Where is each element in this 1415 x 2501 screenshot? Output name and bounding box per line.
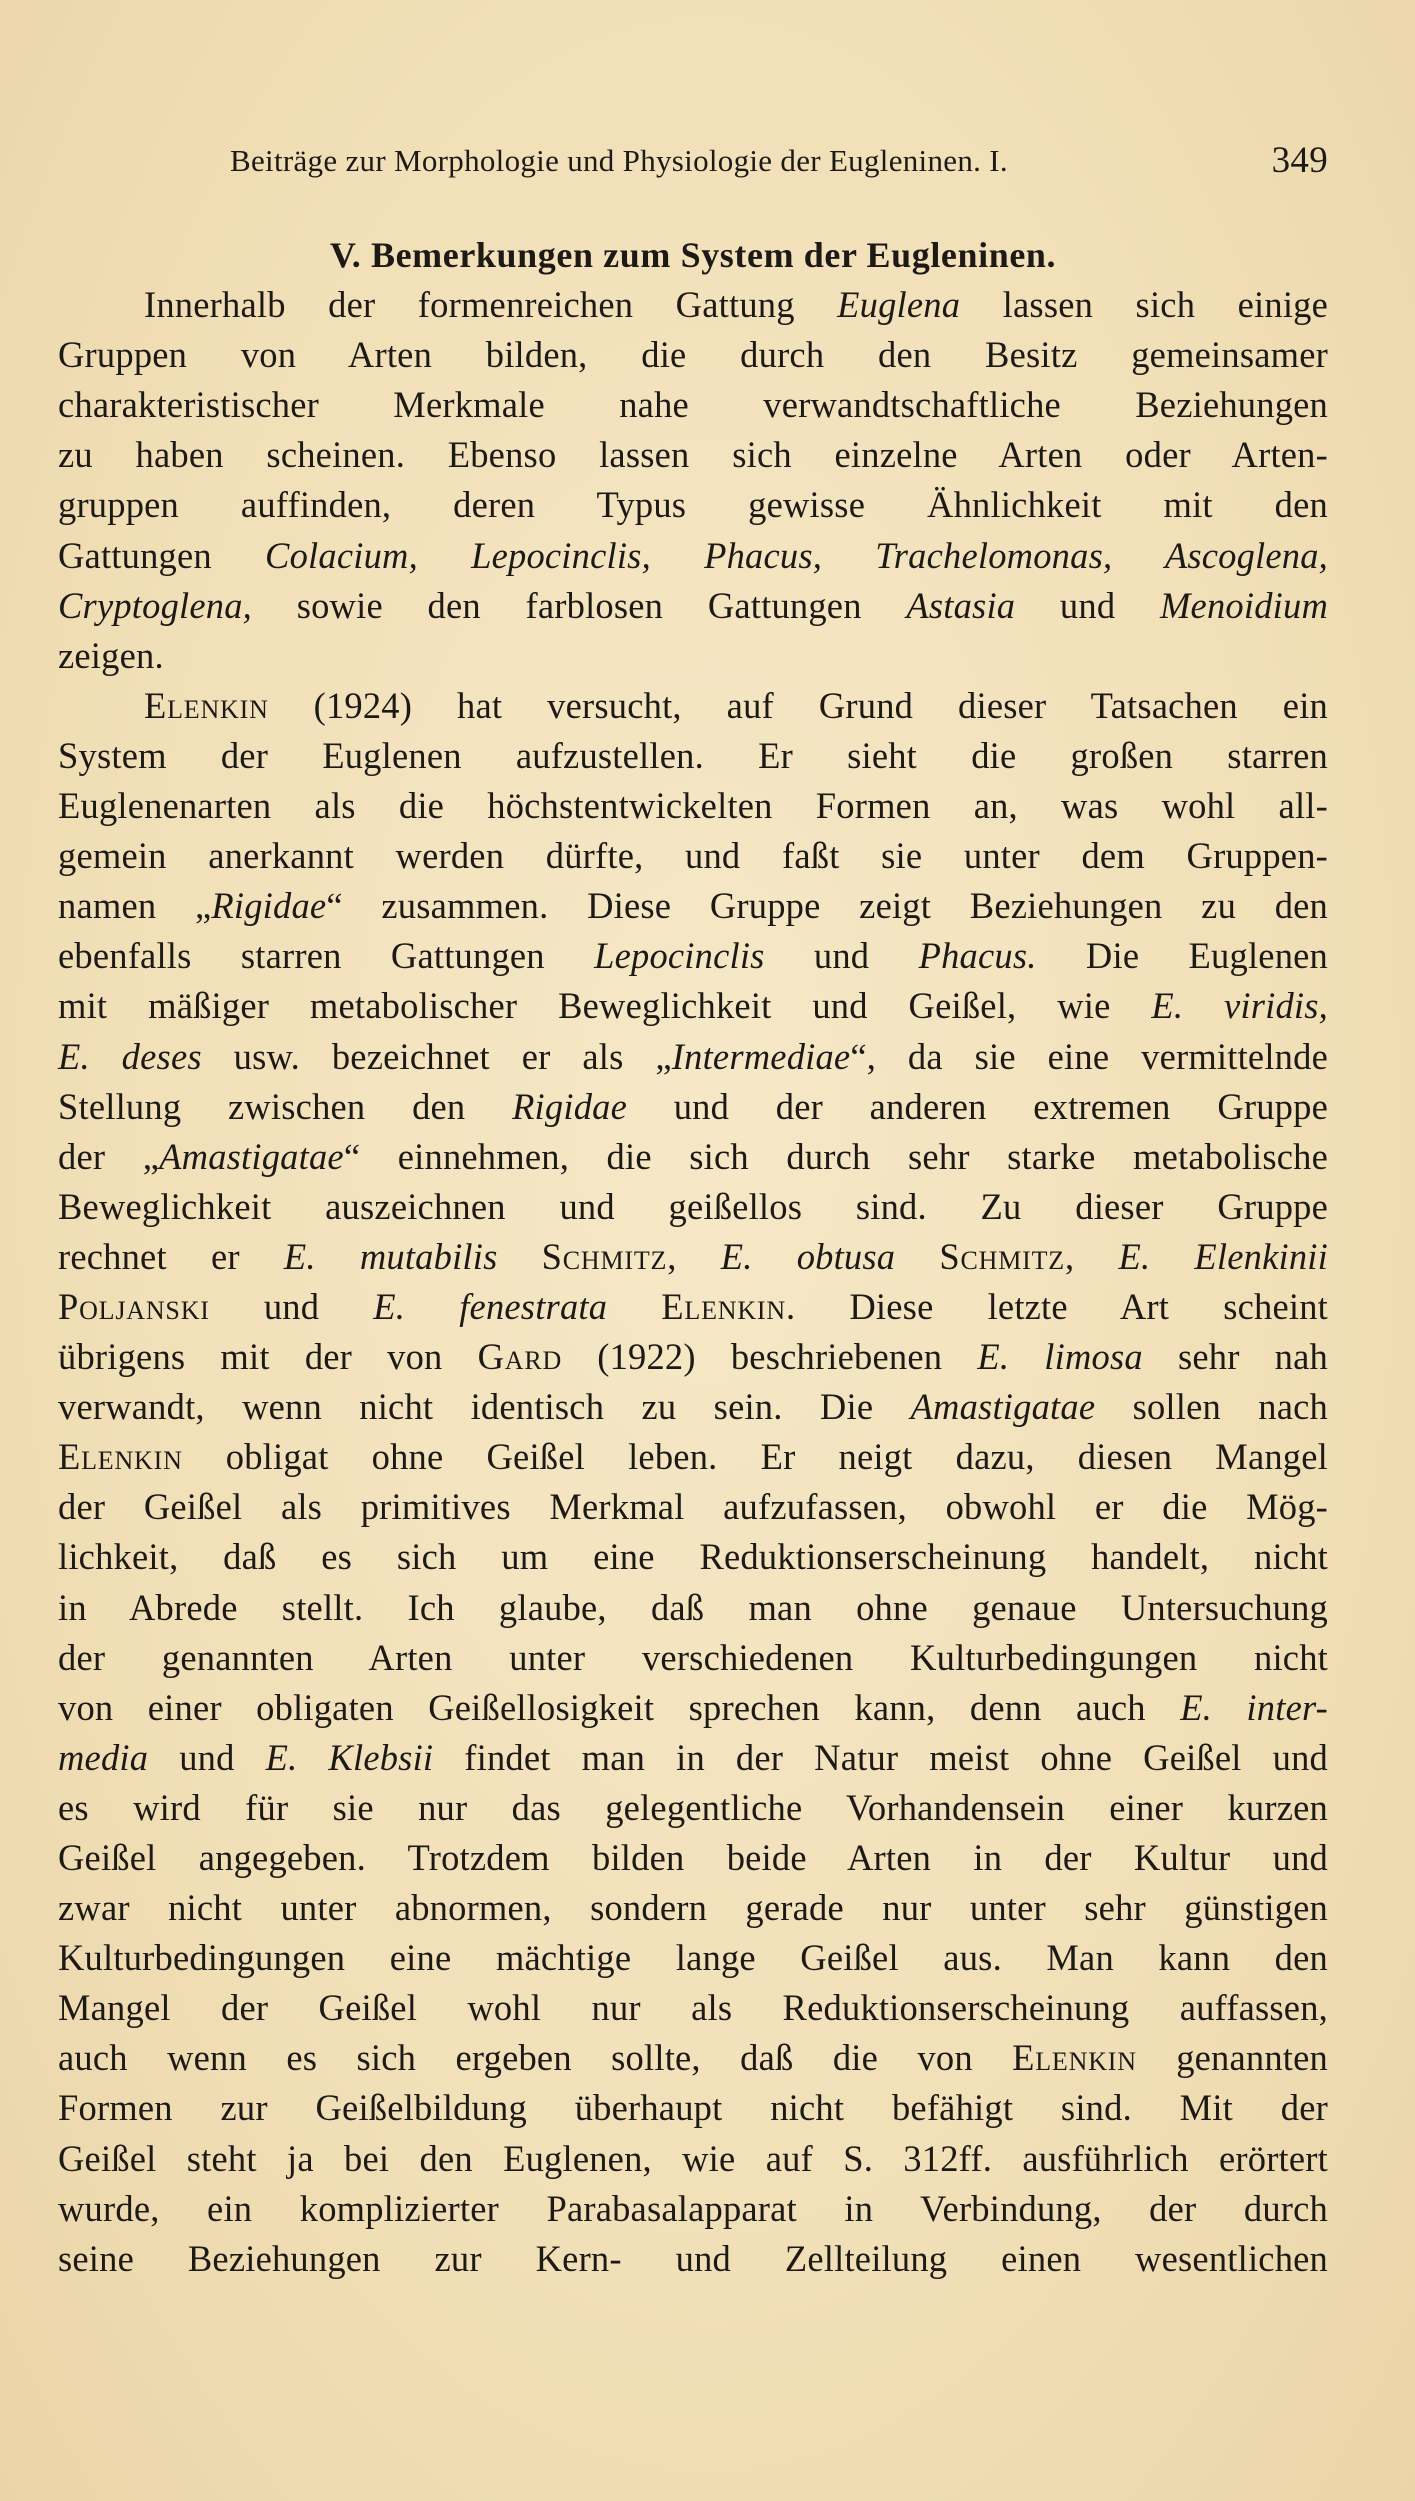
text-line [58, 1432, 1328, 1482]
text-segment: ebenfalls starren Gattungen [58, 935, 595, 977]
text-segment: System der Euglenen aufzustellen. Er sieht die großen starren [58, 734, 1328, 776]
text-line [58, 2184, 1328, 2234]
text-line [58, 531, 1328, 581]
italic-text: media [58, 1736, 149, 1778]
italic-text: Phacus. [918, 935, 1037, 977]
running-head [230, 140, 1328, 187]
text-line [58, 1783, 1328, 1833]
text-segment: und [209, 1285, 374, 1327]
italic-text: Menoidium [1159, 584, 1328, 626]
text-segment: in Abrede stellt. Ich glaube, daß man ohne genaue Untersuchung [58, 1586, 1328, 1628]
text-segment: lassen sich einige [960, 284, 1329, 326]
text-segment: übrigens mit der von [58, 1336, 478, 1378]
text-segment: Geißel steht ja bei den Euglenen, wie auf S. 312ff. ausführlich erörtert [58, 2137, 1328, 2179]
italic-text: E. obtusa [720, 1235, 896, 1277]
text-line [58, 1182, 1328, 1232]
text-line [58, 1983, 1328, 2033]
italic-text: Rigidae [512, 1085, 627, 1127]
text-segment: Gattungen [58, 534, 266, 576]
text-segment: Stellung zwischen den [58, 1085, 513, 1127]
text-segment: mit mäßiger metabolischer Beweglichkeit und Geißel, wie [58, 985, 1152, 1027]
page-number: 349 [1271, 140, 1328, 181]
text-segment: . Diese letzte Art scheint [785, 1285, 1329, 1327]
text-line [58, 781, 1328, 831]
text-segment: lichkeit, daß es sich um eine Reduktionserscheinung handelt, nicht [58, 1536, 1328, 1578]
italic-text: E. Elenkinii [1118, 1235, 1328, 1277]
text-segment: , [1064, 1235, 1119, 1277]
text-line [58, 1633, 1328, 1683]
text-segment: “ einnehmen, die sich durch sehr starke metabolische [343, 1135, 1328, 1177]
italic-text: E. viridis, [1151, 985, 1328, 1027]
author-name: Elenkin [1012, 2037, 1137, 2079]
text-segment: gemein anerkannt werden dürfte, und faßt sie unter dem Gruppen- [58, 835, 1328, 877]
italic-text: Astasia [906, 584, 1016, 626]
italic-text: E. limosa [977, 1336, 1143, 1378]
text-line [58, 831, 1328, 881]
text-line [58, 1082, 1328, 1132]
italic-text: Amastigatae [910, 1386, 1096, 1428]
text-line [58, 1382, 1328, 1432]
text-segment: auch wenn es sich ergeben sollte, daß die von [58, 2037, 1013, 2079]
text-segment: Geißel angegeben. Trotzdem bilden beide Arten in der Kultur und [58, 1837, 1328, 1878]
text-segment: wurde, ein komplizierter Parabasalapparat in Verbindung, der durch [58, 2187, 1328, 2229]
italic-text: Cryptoglena, [58, 584, 253, 626]
text-segment: verwandt, wenn nicht identisch zu sein. Die [58, 1386, 911, 1428]
text-segment: , [667, 1235, 721, 1277]
text-segment: der genannten Arten unter verschiedenen Kulturbedingungen nicht [58, 1636, 1328, 1678]
text-line [58, 430, 1328, 480]
italic-text: E. mutabilis [283, 1235, 498, 1277]
text-segment: und [148, 1736, 266, 1778]
text-segment: namen „ [58, 885, 212, 927]
text-line [58, 1532, 1328, 1582]
text-line [58, 1332, 1328, 1382]
text-segment: Beweglichkeit auszeichnen und geißellos sind. Zu dieser Gruppe [58, 1185, 1328, 1227]
text-segment [498, 1236, 542, 1277]
text-segment: sollen nach [1095, 1386, 1328, 1428]
text-line [58, 681, 1328, 731]
text-segment: der „ [58, 1135, 160, 1177]
text-line [58, 631, 1328, 681]
text-segment [607, 1286, 661, 1327]
text-segment: und [764, 935, 919, 977]
italic-text: Euglena [837, 284, 961, 326]
text-segment: gruppen auffinden, deren Typus gewisse Ähnlichkeit mit den [58, 484, 1328, 526]
text-segment: findet man in der Natur meist ohne Geißel und [433, 1736, 1328, 1778]
text-segment: (1924) hat versucht, auf Grund dieser Tatsachen ein [268, 684, 1328, 726]
text-line [58, 380, 1328, 430]
text-line [58, 581, 1328, 631]
text-line [58, 2234, 1328, 2284]
text-segment: der Geißel als primitives Merkmal aufzufassen, obwohl er die Mög- [58, 1486, 1328, 1528]
text-line [58, 2134, 1328, 2184]
italic-text: Colacium, Lepocinclis, Phacus, Trachelomonas, Ascoglena, [265, 534, 1329, 576]
italic-text: Intermediae [671, 1035, 851, 1077]
running-head-title: Beiträge zur Morphologie und Physiologie der Eugleninen. I. [230, 143, 1008, 178]
text-segment: zu haben scheinen. Ebenso lassen sich einzelne Arten oder Arten- [58, 434, 1328, 476]
text-segment: sowie den farblosen Gattungen [252, 584, 907, 626]
text-line [58, 1232, 1328, 1282]
author-name: Gard [477, 1336, 563, 1378]
text-segment: und der anderen extremen Gruppe [627, 1085, 1328, 1127]
text-segment: sehr nah [1142, 1336, 1328, 1378]
text-segment: Innerhalb der formenreichen Gattung [144, 284, 838, 326]
text-line [58, 1282, 1328, 1332]
text-segment: Die Euglenen [1036, 935, 1328, 977]
text-line [58, 931, 1328, 981]
text-line [58, 330, 1328, 380]
text-line [58, 1883, 1328, 1933]
text-line [58, 280, 1328, 330]
text-segment: charakteristischer Merkmale nahe verwandtschaftliche Beziehungen [58, 384, 1328, 426]
text-line [58, 881, 1328, 931]
text-segment: rechnet er [58, 1235, 284, 1277]
italic-text: Amastigatae [159, 1135, 344, 1177]
text-line [58, 1032, 1328, 1082]
text-segment: usw. bezeichnet er als „ [201, 1035, 672, 1077]
section-heading: V. Bemerkungen zum System der Eugleninen. [329, 235, 1057, 275]
text-segment: Gruppen von Arten bilden, die durch den Besitz gemeinsamer [58, 334, 1328, 376]
author-name: Schmitz [541, 1235, 668, 1277]
author-name: Poljanski [58, 1285, 210, 1327]
text-segment: und [1015, 584, 1160, 626]
author-name: Elenkin [58, 1436, 183, 1478]
text-segment: seine Beziehungen zur Kern- und Zellteilung einen wesentlichen [58, 2237, 1328, 2279]
text-segment [895, 1236, 939, 1277]
text-segment: es wird für sie nur das gelegentliche Vorhandensein einer kurzen [58, 1786, 1328, 1828]
text-line [58, 2083, 1328, 2133]
text-segment: Euglenenarten als die höchstentwickelten Formen an, was wohl all- [58, 785, 1328, 827]
body-text [58, 230, 1328, 2284]
author-name: Elenkin [661, 1285, 786, 1327]
text-segment: genannten [1136, 2037, 1328, 2079]
text-line [58, 1583, 1328, 1633]
text-segment: Formen zur Geißelbildung überhaupt nicht befähigt sind. Mit der [58, 2087, 1328, 2129]
text-segment: zwar nicht unter abnormen, sondern gerade nur unter sehr günstigen [58, 1887, 1328, 1929]
text-segment: Kulturbedingungen eine mächtige lange Geißel aus. Man kann den [58, 1937, 1328, 1979]
text-segment: Mangel der Geißel wohl nur als Reduktionserscheinung auffassen, [58, 1987, 1328, 2029]
text-line [58, 1733, 1328, 1783]
text-segment: “ zusammen. Diese Gruppe zeigt Beziehungen zu den [326, 885, 1328, 927]
text-segment: obligat ohne Geißel leben. Er neigt dazu, diesen Mangel [182, 1436, 1328, 1478]
text-line [58, 1132, 1328, 1182]
text-line [58, 480, 1328, 530]
italic-text: Rigidae [211, 885, 327, 927]
italic-text: E. deses [58, 1035, 202, 1077]
text-line [58, 1482, 1328, 1532]
text-segment: von einer obligaten Geißellosigkeit sprechen kann, denn auch [58, 1686, 1181, 1728]
italic-text: Lepocinclis [594, 935, 765, 977]
text-segment: zeigen. [58, 634, 164, 676]
text-line [58, 1933, 1328, 1983]
text-segment: (1922) beschriebenen [562, 1336, 978, 1378]
author-name: Schmitz [939, 1235, 1065, 1277]
italic-text: E. fenestrata [373, 1285, 608, 1327]
italic-text: E. inter- [1180, 1686, 1328, 1728]
author-name: Elenkin [144, 684, 269, 726]
text-line [58, 1683, 1328, 1733]
italic-text: E. Klebsii [265, 1736, 434, 1778]
text-line [58, 1833, 1328, 1883]
text-line [58, 981, 1328, 1031]
text-segment: “, da sie eine vermittelnde [850, 1035, 1328, 1077]
text-line [58, 2033, 1328, 2083]
text-line [58, 731, 1328, 781]
